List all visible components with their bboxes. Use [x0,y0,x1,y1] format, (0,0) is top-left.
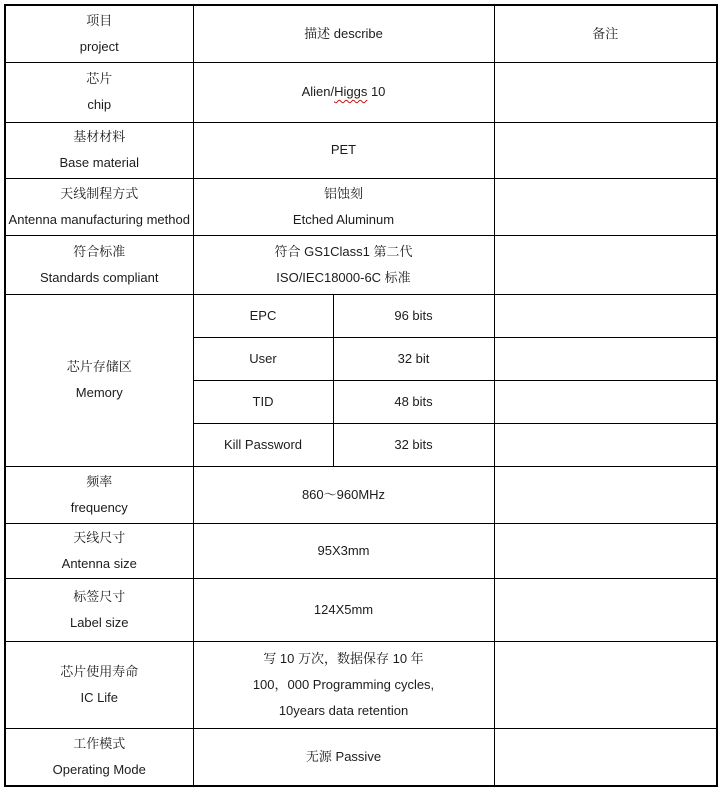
memory-bank-name-cell [193,423,333,466]
row-operating-mode-label-en: Operating Mode [52,761,146,777]
row-standards-label-en: Standards compliant [39,269,159,285]
row-antenna-method-label-en: Antenna manufacturing method [8,211,190,227]
header-project-cell [5,5,193,62]
base-material-value: PET [330,142,357,157]
row-standards [5,235,717,294]
row-standards-label-zh: 符合标准 [73,243,126,259]
memory-bank-remark-cell [494,294,717,337]
row-frequency-label-cell [5,466,193,523]
row-ic-life [5,641,717,728]
row-frequency [5,466,717,523]
memory-bank-size-cell [333,337,494,380]
row-label-size [5,578,717,641]
row-ic-life-remark-cell [494,641,717,728]
operating-mode-value: 无源 Passive [305,748,382,764]
row-frequency-value-cell [193,466,494,523]
chip-value-pre: Alien/ [301,84,335,99]
row-frequency-label-zh: 频率 [86,473,113,489]
row-base-material-value-cell [193,122,494,178]
row-operating-mode-label-zh: 工作模式 [73,735,126,751]
row-antenna-size-value-cell [193,523,494,578]
memory-bank-size-cell [333,380,494,423]
row-memory-label-en: Memory [75,385,123,400]
row-antenna-method [5,178,717,235]
header-remark-cell [494,5,717,62]
memory-bank-name-cell [193,294,333,337]
memory-bank-size-cell [333,423,494,466]
row-ic-life-label-cell [5,641,193,728]
row-base-material-remark-cell [494,122,717,178]
memory-bank-size: 32 bits [394,436,433,452]
memory-bank-row [5,294,717,337]
row-label-size-value-cell [193,578,494,641]
row-chip-remark-cell [494,62,717,122]
row-antenna-size-label-cell [5,523,193,578]
row-ic-life-label-en: IC Life [80,689,119,705]
row-operating-mode-remark-cell [494,728,717,786]
label-size-value: 124X5mm [313,601,374,617]
row-antenna-size-remark-cell [494,523,717,578]
memory-bank-remark-cell [494,380,717,423]
memory-bank-name: User [249,350,277,366]
row-antenna-size [5,523,717,578]
row-antenna-size-label-en: Antenna size [61,555,137,571]
row-antenna-method-label-cell [5,178,193,235]
chip-value-post: 10 [367,84,386,99]
row-standards-label-cell [5,235,193,294]
row-frequency-remark-cell [494,466,717,523]
row-ic-life-value-cell [193,641,494,728]
row-base-material-label-cell [5,122,193,178]
antenna-method-value-en: Etched Aluminum [292,211,395,227]
row-label-size-remark-cell [494,578,717,641]
memory-bank-remark-cell [494,337,717,380]
memory-bank-size: 96 bits [394,307,433,323]
memory-bank-size: 32 bit [397,350,430,366]
row-standards-remark-cell [494,235,717,294]
header-project-en: project [79,38,119,54]
header-remark-label: 备注 [592,25,619,41]
antenna-size-value: 95X3mm [317,542,370,558]
ic-life-value-line3: 10years data retention [278,702,409,718]
header-project-zh: 项目 [86,12,113,28]
row-memory-label-zh: 芯片存储区 [66,359,132,374]
row-operating-mode [5,728,717,786]
row-chip-label-en: chip [87,97,112,112]
memory-bank-name: EPC [249,307,277,323]
standards-value-line1: 符合 GS1Class1 第二代 [274,243,413,259]
row-chip-label-cell [5,62,193,122]
memory-bank-name: Kill Password [223,436,303,452]
memory-bank-size: 48 bits [394,393,433,409]
frequency-value: 860～960MHz [301,486,386,502]
row-operating-mode-value-cell [193,728,494,786]
row-ic-life-label-zh: 芯片使用寿命 [60,663,139,679]
antenna-method-value-zh: 铝蚀刻 [323,185,363,201]
spec-table [4,4,718,787]
standards-value-line2: ISO/IEC18000-6C 标准 [276,269,411,285]
row-standards-value-cell [193,235,494,294]
memory-bank-size-cell [333,294,494,337]
memory-bank-name-cell [193,380,333,423]
header-describe-label: 描述 describe [304,25,383,41]
memory-bank-remark-cell [494,423,717,466]
row-label-size-label-zh: 标签尺寸 [73,588,126,604]
row-base-material [5,122,717,178]
memory-bank-name-cell [193,337,333,380]
row-antenna-method-value-cell [193,178,494,235]
memory-bank-name: TID [252,393,274,409]
row-frequency-label-en: frequency [70,499,128,515]
chip-value-spellcheck-word: Higgs [334,84,368,99]
header-row [5,5,717,62]
row-antenna-method-label-zh: 天线制程方式 [60,185,139,201]
row-antenna-size-label-zh: 天线尺寸 [73,529,126,545]
row-antenna-method-remark-cell [494,178,717,235]
row-operating-mode-label-cell [5,728,193,786]
row-label-size-label-en: Label size [69,614,129,630]
ic-life-value-line1: 写 10 万次，数据保存 10 年 [263,650,424,666]
row-chip [5,62,717,122]
row-chip-label-zh: 芯片 [86,71,113,86]
row-memory-label-cell [5,294,193,466]
row-label-size-label-cell [5,578,193,641]
row-chip-value-cell [193,62,494,122]
row-base-material-label-zh: 基材材料 [73,129,126,144]
header-describe-cell [193,5,494,62]
ic-life-value-line2: 100，000 Programming cycles, [252,676,435,692]
row-base-material-label-en: Base material [59,155,139,170]
